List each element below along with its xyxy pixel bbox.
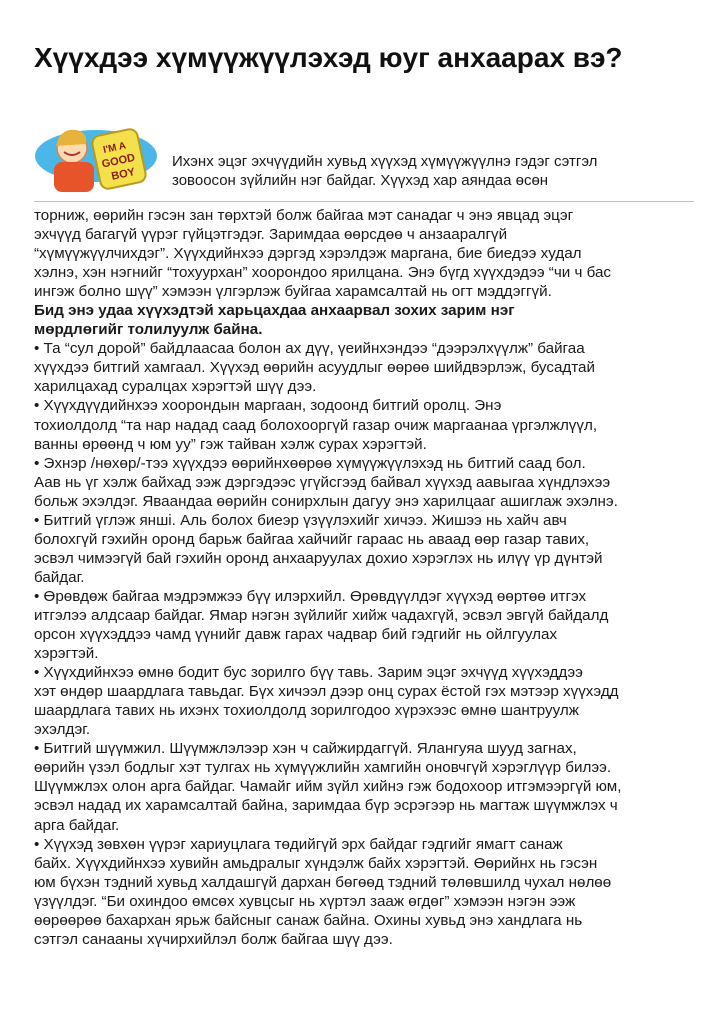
body-line: Шүүмжлэх олон арга байдаг. Чамайг ийм зүйл хийнэ гэж бодохоор итгэмээргүй юм, (34, 778, 622, 796)
intro-line: Ихэнх эцэг эхчүүдийн хувьд хүүхэд хүмүүжүүлнэ гэдэг сэтгэл (172, 153, 598, 170)
body-line: Аав нь үг хэлж байхад ээж дэргэдээс үгүйсгээд байвал хүүхэд аавыгаа хүндлэхээ (34, 473, 611, 491)
article-body (34, 206, 708, 949)
badge-text-1: I'M A (102, 140, 128, 156)
good-boy-logo (34, 110, 158, 196)
body-line: • Хүүхдийнхээ өмнө бодит бус зорилго бүү тавь. Зарим эцэг эхчүүд хүүхэддээ (34, 664, 583, 682)
body-line: • Эхнэр /нөхөр/-тээ хүүхдээ өөрийнхөөрөө хүмүүжүүлэхэд нь битгий саад бол. (34, 454, 586, 472)
intro-text (172, 152, 712, 190)
body-line: эсвэл чимээгүй бай гэхийн оронд анхааруулах дохио хэрэглэх нь илүү үр дүнтэй (34, 549, 603, 567)
body-line: ванны өрөөнд ч юм уу” гэж тайван хэлж сурах хэрэгтэй. (34, 435, 427, 453)
body-line: тохиолдолд “та нар надад саад болохооргүй газар очиж маргаанаа үргэлжлүүл, (34, 416, 598, 434)
body-line: хэрэгтэй. (34, 645, 99, 663)
body-line: итгэлээ алдсаар байдаг. Ямар нэгэн зүйлийг хийж чадахгүй, эсвэл эвгүй байдалд (34, 606, 609, 624)
body-line: сэтгэл санааны хүчирхийлэл болж байгаа шүү дээ. (34, 930, 393, 948)
body-line: өөрийн үзэл бодлыг хэт тулгах нь хүмүүжлийн хамгийн оновчгүй хэрэглүүр билээ. (34, 759, 612, 777)
body-line: хэт өндөр шаардлага тавьдаг. Бүх хичээл дээр онц сурах ёстой гэх мэтээр хүүхэдд (34, 683, 619, 701)
body-line: • Битгий шүүмжил. Шүүмжлэлээр хэн ч сайжирдаггүй. Ялангуяа шууд загнах, (34, 740, 577, 758)
section-heading-line: мөрдлөгийг толилуулж байна. (34, 321, 263, 339)
section-heading-line: Бид энэ удаа хүүхэдтэй харьцахдаа анхаарвал зохих зарим нэг (34, 302, 515, 320)
body-line: хэлнэ, хэн нэгнийг “тохуурхан” хоорондоо ярилцана. Энэ бүгд хүүхдэдээ “чи ч бас (34, 264, 612, 282)
body-line: арга байдаг. (34, 816, 120, 834)
body-line: үзүүлдэг. “Би охиндоо өмсөх хувцсыг нь хүртэл зааж өгдөг” хэмээн нэгэн ээж (34, 892, 576, 910)
body-line: харилцахад суралцах хэрэгтэй шүү дээ. (34, 378, 317, 396)
intro-line: зовоосон зүйлийн нэг байдаг. Хүүхэд хар аяндаа өсөн (172, 172, 549, 189)
body-line: орсон хүүхэддээ чамд үүнийг давж гарах чадвар бий гэдгийг нь ойлгуулах (34, 626, 558, 644)
body-line: байх. Хүүхдийнхээ хувийн амьдралыг хүндэлж байх хэрэгтэй. Өөрийнх нь гэсэн (34, 854, 598, 872)
badge-text-2: GOOD (100, 151, 137, 171)
boy-illustration-icon (34, 110, 158, 196)
body-line: өөрөөрөө бахархан ярьж байсныг санаж байна. Охины хувьд энэ хандлага нь (34, 911, 583, 929)
badge-text-3: BOY (110, 166, 137, 183)
body-line: • Хүүхэд зөвхөн үүрэг хариуцлага төдийгүй эрх байдаг гэдгийг ямагт санаж (34, 835, 563, 853)
body-line: больж эхэлдэг. Яваандаа өөрийн сонирхлын дагуу энэ харилцааг ашиглаж эхэлнэ. (34, 492, 618, 510)
body-line: болохгүй гэхийн оронд барьж байгаа хайчийг гараас нь аваад өөр газар тавих, (34, 530, 590, 548)
body-line: шаардлага тавих нь ихэнх тохиолдолд зорилгодоо хүрэхээс өмнө шантруулж (34, 702, 579, 720)
divider-line (34, 201, 694, 202)
body-line: • Өрөвдөж байгаа мэдрэмжээ бүү илэрхийл. Өрөвдүүлдэг хүүхэд өөртөө итгэх (34, 587, 587, 605)
body-line: эхчүүд багагүй үүрэг гүйцэтгэдэг. Заримдаа өөрсдөө ч анзааралгүй (34, 226, 508, 244)
body-line: • Битгий үглэж яншi. Аль болох биеэр үзүүлэхийг хичээ. Жишээ нь хайч авч (34, 511, 567, 529)
body-line: юм бүхэн тэдний хувьд халдашгүй дархан бөгөөд тэдний төлөвшилд чухал нөлөө (34, 873, 612, 891)
page-title: Хүүхдээ хүмүүжүүлэхэд юуг анхаарах вэ? (34, 42, 623, 73)
body-line: “хүмүүжүүлчихдэг”. Хүүхдийнхээ дэргэд хэрэлдэж маргана, бие биедээ худал (34, 245, 582, 263)
body-line: ингэж болно шүү” хэмээн үлгэрлэж буйгаа харамсалтай нь огт мэддэггүй. (34, 283, 552, 301)
body-line: эсвэл надад их харамсалтай байна, заримдаа бүр эсрэгээр нь магтаж шүүмжлэх ч (34, 797, 618, 815)
body-line: байдаг. (34, 568, 85, 586)
body-line: • Та “сул дорой” байдлаасаа болон ах дүү, үеийнхэндээ “дээрэлхүүлж” байгаа (34, 340, 585, 358)
body-line: хүүхдээ битгий хамгаал. Хүүхэд өөрийн асуудлыг өөрөө шийдвэрлэж, бусадтай (34, 359, 595, 377)
body-line: торниж, өөрийн гэсэн зан төрхтэй болж байгаа мэт санадаг ч энэ явцад эцэг (34, 207, 574, 224)
body-line: эхэлдэг. (34, 721, 91, 739)
body-line: • Хүүхдүүдийнхээ хоорондын маргаан, зодоонд битгий оролц. Энэ (34, 397, 502, 415)
